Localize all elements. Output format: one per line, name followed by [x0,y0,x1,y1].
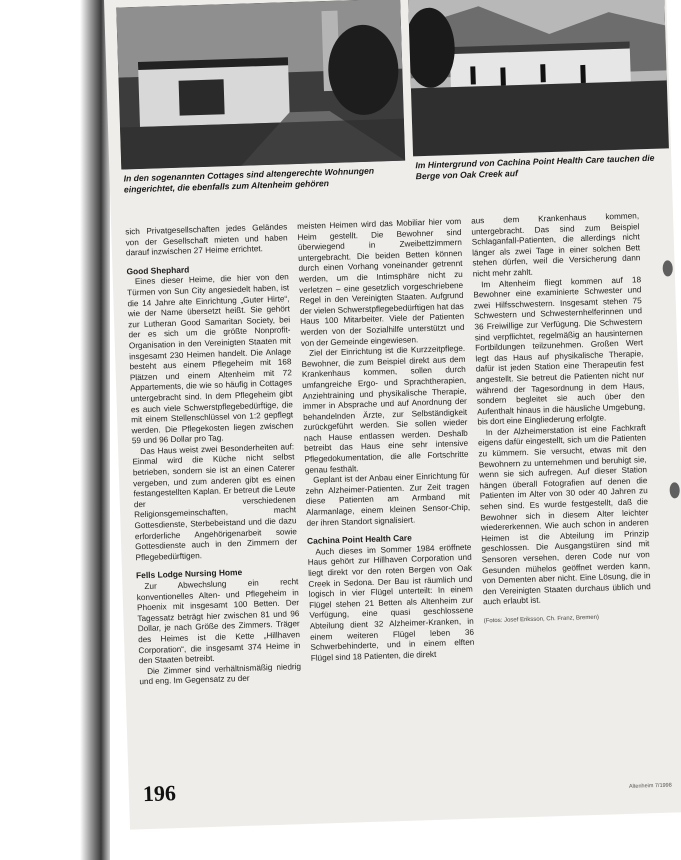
paragraph: sich Privatgesellschaften jedes Geländes von der Gesellschaft mieten und haben darauf inzwischen 27 Heime errichtet. [125,222,288,258]
paragraph: Geplant ist der Anbau einer Einrichtung für zehn Alzheimer-Patienten. Zur Zeit tragen diese Patienten am Armband mit Alarmanlage, einem kleinen Sensor-Chip, der ihren Standort signalisiert. [305,471,471,528]
paragraph: Im Altenheim fliegt kommen auf 18 Bewohner eine examinierte Schwester und zwei Hilfsschwestern. Insgesamt stehen 75 Schwestern und Schwesternhelferinnen und 36 Freiwillige zur Verfügung. Die Schwestern sind verpflichtet, regelmäßig an hausinternen Fortbildungen teilzunehmen. Großen Wert legt das Haus auf physikalische Therapie, dafür ist jeden Station eine Therapeutin fest angestellt. Sie betreut die Patienten nicht nur während der Tagesordnung in dem Haus, sondern begleitet sie auch über den Aufenthalt hinaus in die häusliche Umgebung, bis dort eine Eingliederung erfolgte. [473,274,646,427]
photo-cottages [116,0,405,170]
paragraph: Die Zimmer sind verhältnismäßig niedrig und eng. Im Gegensatz zu der [139,661,302,687]
paragraph: Das Haus weist zwei Besonderheiten auf: Einmal wird die Küche nicht selbst betrieben, sondern sie ist an einen Caterer vergeben, und zum anderen gibt es einen festangestellten Kaplan. Er betreut die Leute der verschiedenen Religionsgemeinschaften, macht Gottesdienste, Sterbebeistand und die dazu erforderliche Angehörigenarbeit sowie Gottesdienste auch in den Zimmern der Pflegebedürftigen. [132,442,298,563]
paragraph: Eines dieser Heime, die hier von den Türmen von Sun City angesiedelt haben, ist die 14 Jahre alte Einrichtung „Guter Hirte“, wie der Name übersetzt heißt. Sie gehört zur Lutheran Good Samaritan Society, bei der es sich um die größte Nonprofit-Organisation in den Vereinigten Staaten mit insgesamt 230 Heimen handelt. Die Anlage besteht aus einem Pflegeheim mit 168 Plätzen und einem Altenheim mit 72 Appartements, die wie so häufig in Cottages untergebracht sind. In dem Pflegeheim gibt es auch viele Schwerstpflegebedürftige, die mit einem Stellenschlüssel von 1:2 gepflegt werden. Die Pflegekosten liegen zwischen 59 und 96 Dollar pro Tag. [127,272,294,446]
text-column-2 [297,217,475,664]
binding-hole-mark [669,482,679,498]
magazine-page [104,0,681,830]
paragraph: Zur Abwechslung ein recht konventionelles Alten- und Pflegeheim in Phoenix mit insgesamt 100 Betten. Der Tagessatz beträgt hier zwischen 81 und 96 Dollar, je nach Größe des Zimmers. Träger des Heimes ist die Kette „Hillhaven Corporation“, die insgesamt 374 Heime in den Staaten betreibt. [136,577,301,666]
paragraph: meisten Heimen wird das Mobiliar hier vom Heim gestellt. Die Bewohner sind überwiegend in Zweibettzimmern untergebracht. Die beiden Betten können durch einen Vorhang voneinander getrennt werden, um die Intimsphäre nicht zu verletzen – eine gesetzlich vorgeschriebene Regel in den Vereinigten Staaten. Aufgrund der vielen Schwerstpflegebedürftigen hat das Haus 100 Mitarbeiter. Viele der Patienten werden von der Sozialhilfe unterstützt und von der Gemeinde eingewiesen. [297,216,465,348]
section-heading-fells-lodge: Fells Lodge Nursing Home [135,567,243,581]
caption-cottages: In den sogenannten Cottages sind altengerechte Wohnungen eingerichtet, die ebenfalls zum Altenheim gehören [123,165,375,195]
photo-cachina-point [408,0,669,156]
photo-credit: (Fotos: Josef Eriksson, Ch. Franz, Bremen) [483,614,600,625]
caption-cachina-point: Im Hintergrund von Cachina Point Health Care tauchen die Berge von Oak Creek auf [415,152,655,182]
paragraph: Ziel der Einrichtung ist die Kurzzeitpflege. Bewohner, die zum Beispiel direkt aus dem Krankenhaus kommen, sollen durch umfangreiche Ergo- und Sprachtherapien, Anziehtraining und physikalische Therapie, immer in Absprache und auf Anordnung der behandelnden Ärzte, zur Selbständigkeit zurückgeführt werden. Sie sollen wieder nach Hause entlassen werden. Deshalb betreibt das Haus eine sehr intensive Pflegedokumentation, die alle Fortschritte genau festhält. [301,343,469,475]
footer-issue: Altenheim 7/1998 [628,782,672,790]
text-column-1 [125,222,301,688]
paragraph: Auch dieses im Sommer 1984 eröffnete Haus gehört zur Hillhaven Corporation und liegt direkt vor den roten Bergen von Oak Creek in Sedona. Der Bau ist räumlich und logisch in vier Flügel unterteilt: In einem Flügel stehen 21 Betten als Altenheim zur Verfügung, eine quasi geschlossene Abteilung dient 32 Alzheimer-Kranken, in einem weiteren Flügel leben 36 Schwerbehinderte, und in einem elften Flügel sind 18 Patienten, die direkt [307,542,475,663]
paragraph: In der Alzheimerstation ist eine Fachkraft eigens dafür eingestellt, sich um die Patienten zu kümmern. Sie versucht, etwas mit den Bewohnern zu unternehmen und beruhigt sie, wenn sie sich aufregen. Auf dieser Station hängen überall Fotografien auf denen die Patienten im Alter von 30 oder 40 Jahren zu sehen sind. Es wurde festgestellt, daß die Bewohner sich in diesem Alter leichter wiedererkennen. Wie auch schon in anderen Heimen ist die Abteilung im Prinzip geschlossen. Die Ausgangstüren sind mit Sensoren versehen, deren Code nur von Gesunden mühelos geöffnet werden kann, von Dementen aber nicht. Eine Lösung, die in den Vereinigten Staaten durchaus üblich und auch erlaubt ist. [477,423,651,607]
section-heading-cachina-point: Cachina Point Health Care [306,532,412,547]
paragraph: aus dem Krankenhaus kommen, untergebracht. Das sind zum Beispiel Schlaganfall-Patienten, die allerdings nicht länger als zwei Tage in einer solchen Bett stehen dürfen, weil die Versicherung dann nicht mehr zahlt. [470,211,641,279]
text-column-3 [471,211,652,627]
binding-hole-mark [662,260,672,276]
page-number: 196 [142,780,177,807]
book-spine-shadow [80,0,110,860]
section-heading-good-shephard: Good Shephard [126,264,190,277]
